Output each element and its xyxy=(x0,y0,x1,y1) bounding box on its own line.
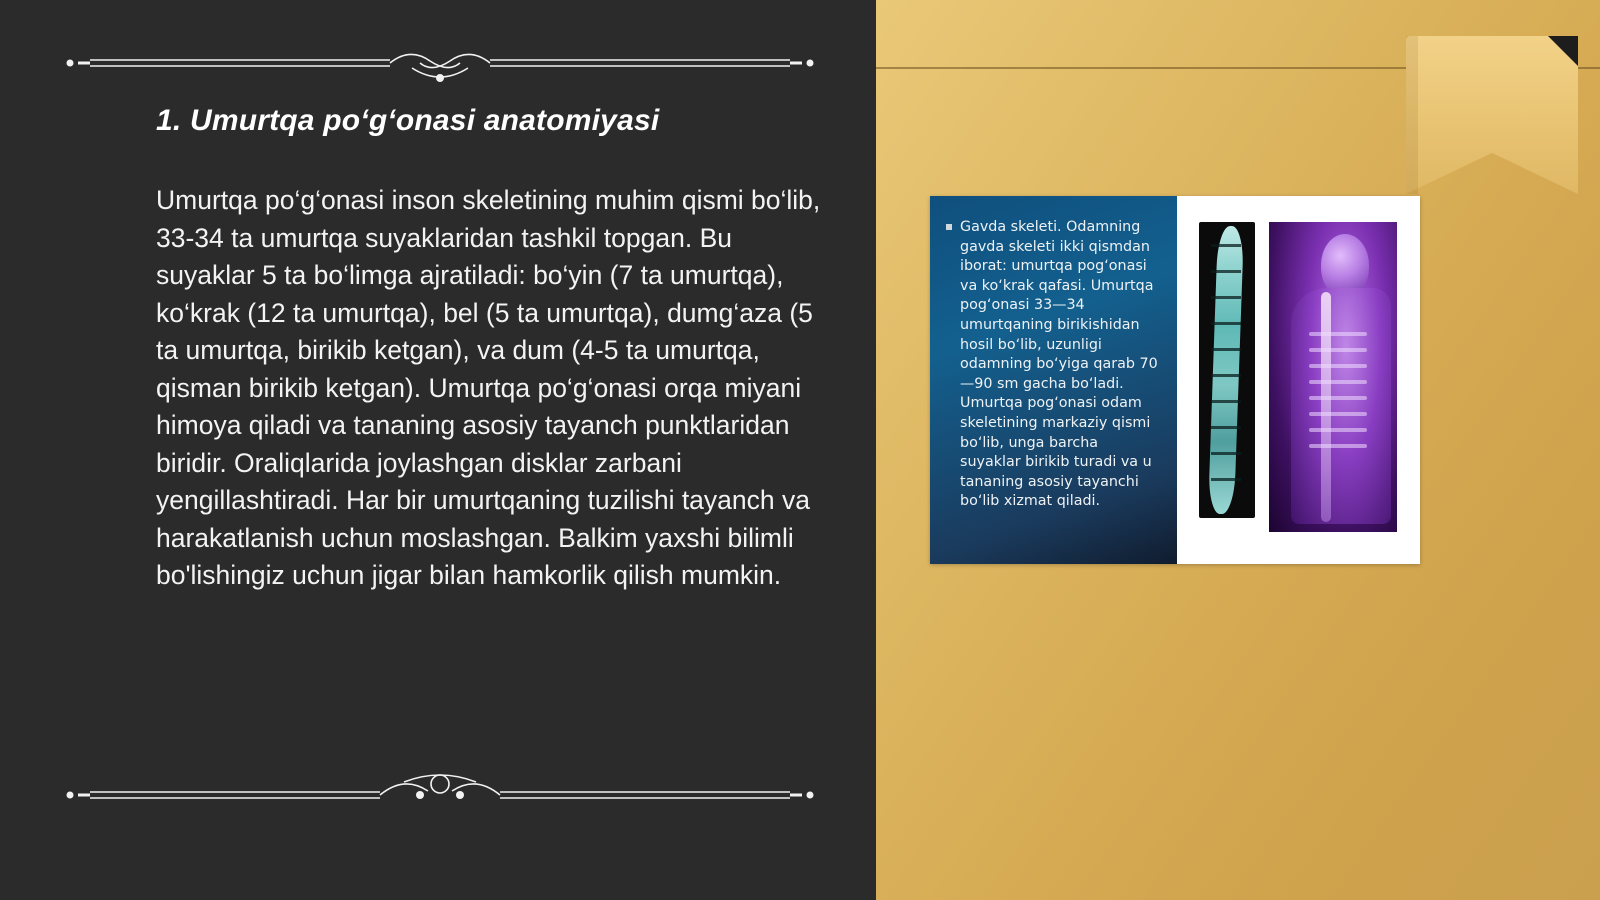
page-title: 1. Umurtqa po‘g‘onasi anatomiyasi xyxy=(156,104,660,137)
rib-shape xyxy=(1309,396,1367,400)
spine-segment xyxy=(1211,348,1241,351)
rib-shape xyxy=(1309,348,1367,352)
spine-segment xyxy=(1211,322,1241,325)
rib-shape xyxy=(1309,444,1367,448)
caption-text: Gavda skeleti. Odamning gavda skeleti ikki qismdan iborat: umurtqa pog‘onasi va ko‘krak qafasi. Umurtqa pog‘onasi 33—34 umurtqaning birikishidan hosil bo‘lib, uzunligi odamning bo‘yiga qarab 70—90 sm gacha bo‘ladi. Umurtqa pog‘onasi odam skeletining markaziy qismi bo‘lib, unga barcha suyaklar birikib turadi va u tananing asosiy tayanchi bo‘lib xizmat qiladi. xyxy=(960,219,1158,510)
rib-shape xyxy=(1309,364,1367,368)
bottom-ornamental-divider xyxy=(60,762,820,814)
rib-shape xyxy=(1309,412,1367,416)
spine-segment xyxy=(1211,452,1241,455)
spine-segment xyxy=(1211,426,1241,429)
spine-segment xyxy=(1211,374,1241,377)
rib-shape xyxy=(1309,332,1367,336)
spine-segment xyxy=(1211,400,1241,403)
caption-pane xyxy=(930,196,1177,564)
skull-shape xyxy=(1321,234,1369,296)
image-pane xyxy=(1177,196,1420,564)
top-ornamental-divider xyxy=(60,38,820,90)
torso-shape xyxy=(1291,288,1391,524)
spine-shape xyxy=(1321,292,1331,522)
purple-anatomy-render xyxy=(1269,222,1397,532)
spine-segment xyxy=(1211,296,1241,299)
spine-photograph xyxy=(1199,222,1255,518)
embedded-picture-card xyxy=(930,196,1420,564)
body-paragraph: Umurtqa po‘g‘onasi inson skeletining muhim qismi bo‘lib, 33-34 ta umurtqa suyaklaridan tashkil topgan. Bu suyaklar 5 ta bo‘limga ajratiladi: bo‘yin (7 ta umurtqa), ko‘krak (12 ta umurtqa), bel (5 ta umurtqa), dumg‘aza (5 ta umurtqa, birikib ketgan), va dum (4-5 ta umurtqa, qisman birikib ketgan). Umurtqa po‘g‘onasi orqa miyani himoya qiladi va tananing asosiy tayanch punktlaridan biridir. Oraliqlarida joylashgan disklar zarbani yengillashtiradi. Har bir umurtqaning tuzilishi tayanch va harakatlanish uchun moslashgan. Balkim yaxshi bilimli bo'lishingiz uchun jigar bilan hamkorlik qilish mumkin. xyxy=(156,185,821,590)
bookmark-ribbon xyxy=(1406,36,1578,194)
spine-segment xyxy=(1211,270,1241,273)
ribbon-shadow xyxy=(1406,36,1418,194)
spine-segment xyxy=(1211,478,1241,481)
rib-shape xyxy=(1309,428,1367,432)
ribbon-body xyxy=(1406,36,1578,194)
spine-segment xyxy=(1211,244,1241,247)
rib-shape xyxy=(1309,380,1367,384)
bullet-icon xyxy=(946,224,952,230)
